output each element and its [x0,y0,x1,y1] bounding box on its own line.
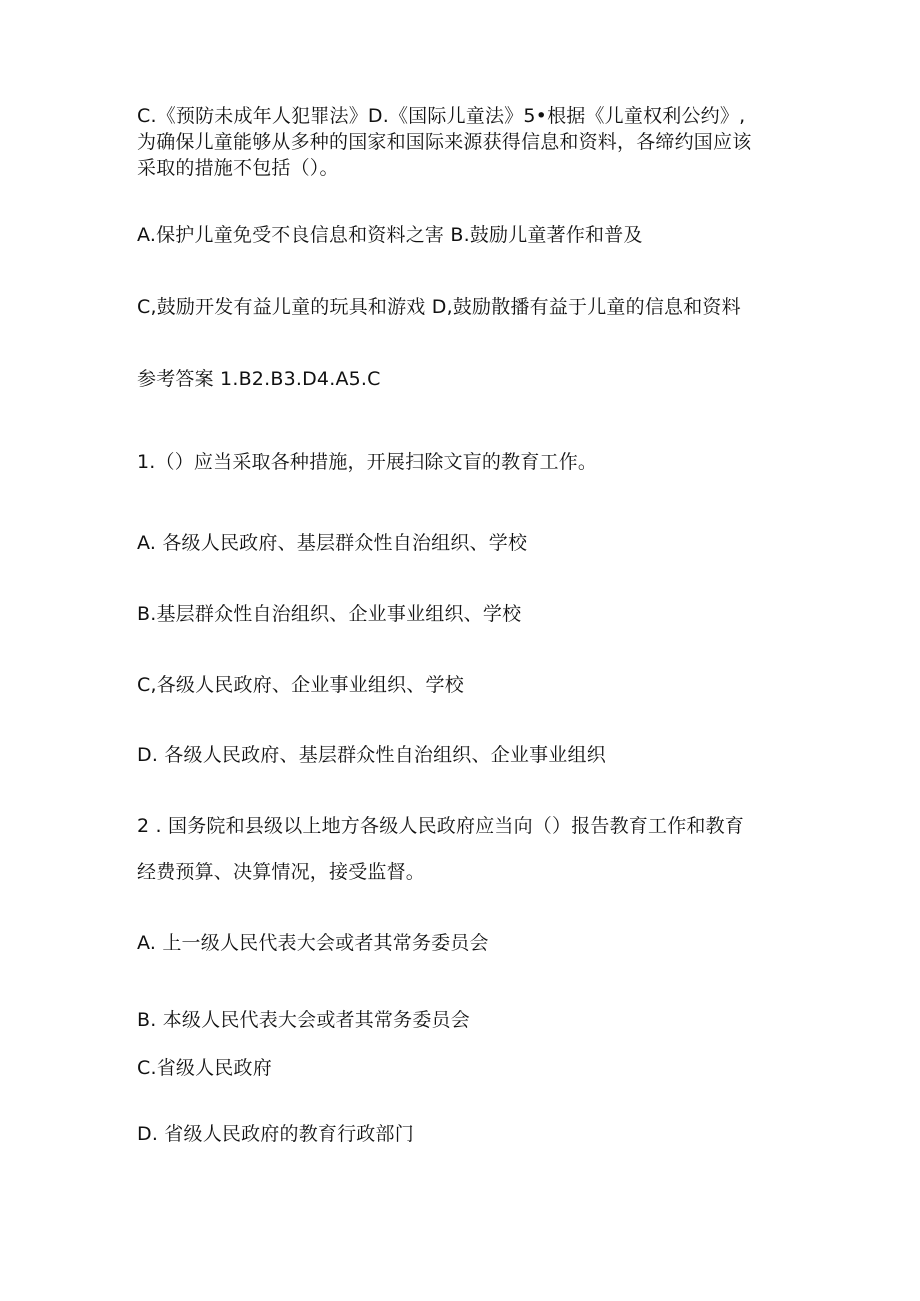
q5-option-ab: A.保护儿童免受不良信息和资料之害 B.鼓励儿童著作和普及 [137,224,643,246]
intro-line-3: 采取的措施不包括（）。 [137,157,339,179]
q2-option-a: A. 上一级人民代表大会或者其常务委员会 [137,932,489,954]
q2-stem-line-1: 2 . 国务院和县级以上地方各级人民政府应当向（）报告教育工作和教育 [137,815,745,837]
q1-option-c: C,各级人民政府、企业事业组织、学校 [137,674,464,696]
q2-stem-line-2: 经费预算、决算情况，接受监督。 [137,861,426,883]
q2-option-b: B. 本级人民代表大会或者其常务委员会 [137,1009,470,1031]
q2-option-d: D. 省级人民政府的教育行政部门 [137,1123,414,1145]
intro-paragraph [137,103,797,181]
q2-option-c: C.省级人民政府 [137,1057,272,1079]
q1-option-d: D. 各级人民政府、基层群众性自治组织、企业事业组织 [137,744,606,766]
q1-option-a: A. 各级人民政府、基层群众性自治组织、学校 [137,532,528,554]
intro-line-1: C.《预防未成年人犯罪法》D.《国际儿童法》5•根据《儿童权利公约》, [137,105,746,127]
q5-option-cd: C,鼓励开发有益儿童的玩具和游戏 D,鼓励散播有益于儿童的信息和资料 [137,296,741,318]
q1-stem: 1.（）应当采取各种措施，开展扫除文盲的教育工作。 [137,451,598,473]
answer-key: 参考答案 1.B2.B3.D4.A5.C [137,368,381,390]
intro-line-2: 为确保儿童能够从多种的国家和国际来源获得信息和资料，各缔约国应该 [137,131,752,153]
q1-option-b: B.基层群众性自治组织、企业事业组织、学校 [137,603,522,625]
